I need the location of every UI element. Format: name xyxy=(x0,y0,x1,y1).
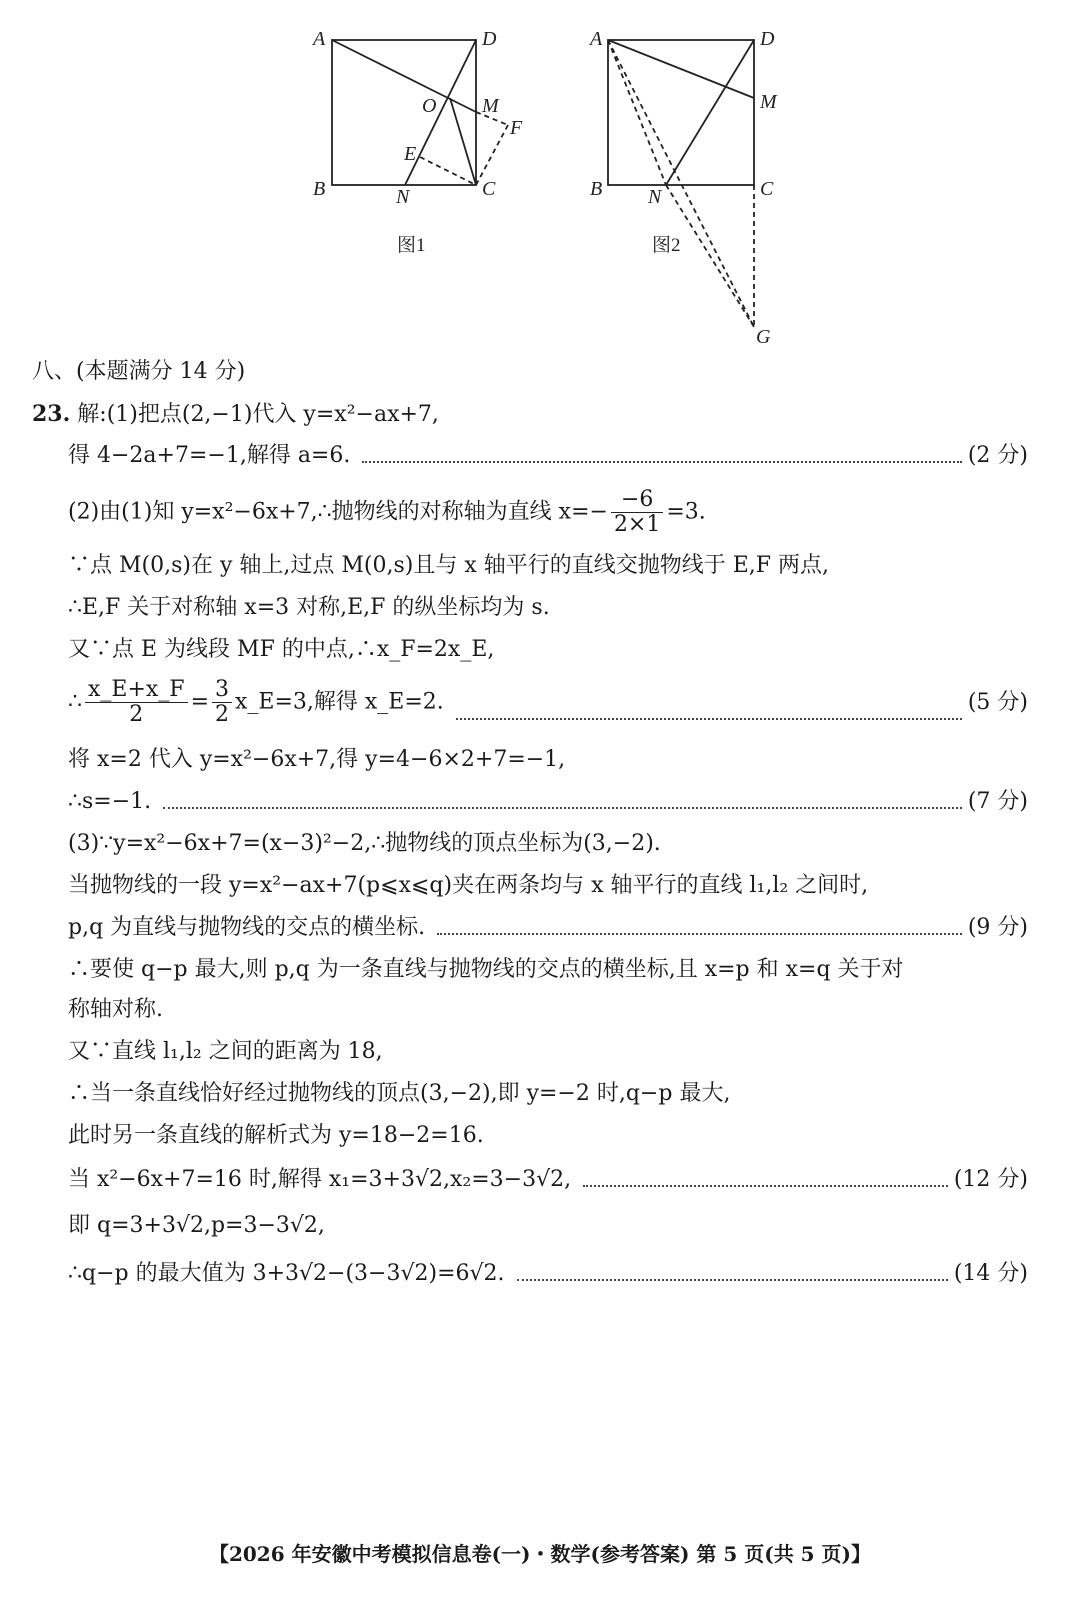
fraction-denominator: 2 xyxy=(129,702,144,727)
fraction-symmetry-axis xyxy=(611,488,663,537)
line-3-tail: =3. xyxy=(666,499,706,525)
leader-dots xyxy=(437,933,962,935)
line-7-prefix: ∴ xyxy=(68,689,82,715)
fig2-label-N: N xyxy=(648,186,662,208)
fig2-label-A: A xyxy=(590,28,603,50)
fraction-denominator: 2×1 xyxy=(613,512,661,537)
solution-line-7 xyxy=(68,678,1028,727)
fraction-numerator: −6 xyxy=(611,488,663,513)
fraction-numerator: x_E+x_F xyxy=(85,678,188,703)
fig2-line-AM xyxy=(608,40,754,98)
fig2-label-M: M xyxy=(760,91,777,113)
line-7-tail: x_E=3,解得 x_E=2. xyxy=(235,689,444,715)
figure-2 xyxy=(608,40,754,327)
fig2-line-NG xyxy=(666,185,754,327)
solution-line-14: 称轴对称. xyxy=(68,997,163,1022)
fig1-label-B: B xyxy=(313,178,326,200)
score-2: (2 分) xyxy=(967,443,1028,468)
line-2-text: 得 4−2a+7=−1,解得 a=6. xyxy=(68,443,351,468)
leader-dots xyxy=(583,1185,948,1187)
solution-line-20 xyxy=(68,1260,1028,1288)
solution-line-17: 此时另一条直线的解析式为 y=18−2=16. xyxy=(68,1123,484,1148)
fig1-label-M: M xyxy=(482,95,499,117)
line-3-text: (2)由(1)知 y=x²−6x+7,∴抛物线的对称轴为直线 x=− xyxy=(68,499,608,525)
fig1-label-E: E xyxy=(404,143,417,165)
fig2-label-B: B xyxy=(590,178,603,200)
fig2-line-AN-dashed xyxy=(608,40,666,185)
fig2-caption: 图2 xyxy=(652,235,681,256)
fig1-caption: 图1 xyxy=(397,235,426,256)
solution-line-4: ∵点 M(0,s)在 y 轴上,过点 M(0,s)且与 x 轴平行的直线交抛物线于 E,F 两点, xyxy=(68,553,830,578)
fraction-three-halves xyxy=(212,678,232,727)
score-7: (7 分) xyxy=(967,789,1028,814)
solution-line-2 xyxy=(68,442,1028,470)
solution-line-12 xyxy=(68,914,1028,942)
fig2-label-G: G xyxy=(756,326,771,348)
fig2-line-AG xyxy=(608,40,754,327)
score-14: (14 分) xyxy=(953,1261,1028,1286)
solution-line-10: (3)∵y=x²−6x+7=(x−3)²−2,∴抛物线的顶点坐标为(3,−2). xyxy=(68,831,661,856)
section-heading: 八、(本题满分 14 分) xyxy=(32,359,246,384)
score-5: (5 分) xyxy=(967,690,1028,715)
leader-dots xyxy=(517,1279,948,1281)
solution-line-16: ∴当一条直线恰好经过抛物线的顶点(3,−2),即 y=−2 时,q−p 最大, xyxy=(68,1081,731,1106)
leader-dots xyxy=(163,807,962,809)
fig2-label-D: D xyxy=(760,28,775,50)
solution-line-1 xyxy=(32,400,1028,429)
leader-dots xyxy=(456,718,962,720)
solution-line-19: 即 q=3+3√2,p=3−3√2, xyxy=(68,1213,325,1238)
page-footer: 【2026 年安徽中考模拟信息卷(一)・数学(参考答案) 第 5 页(共 5 页)】 xyxy=(208,1542,872,1566)
fig1-line-EC xyxy=(420,157,476,185)
solution-line-15: 又∵直线 l₁,l₂ 之间的距离为 18, xyxy=(68,1039,383,1064)
fraction-midpoint xyxy=(85,678,188,727)
solution-line-9 xyxy=(68,788,1028,816)
fig2-line-DN xyxy=(666,40,754,185)
solution-line-3 xyxy=(68,488,1028,537)
solution-line-5: ∴E,F 关于对称轴 x=3 对称,E,F 的纵坐标均为 s. xyxy=(68,595,550,620)
fig1-label-F: F xyxy=(510,117,523,139)
solution-line-11: 当抛物线的一段 y=x²−ax+7(p⩽x⩽q)夹在两条均与 x 轴平行的直线 l₁,l₂ 之间时, xyxy=(68,873,869,898)
equals-sign: = xyxy=(190,689,210,715)
line-12-text: p,q 为直线与抛物线的交点的横坐标. xyxy=(68,915,426,940)
line-7-text xyxy=(68,678,444,727)
figures-area xyxy=(0,0,1080,360)
fig1-label-N: N xyxy=(396,186,410,208)
score-9: (9 分) xyxy=(967,915,1028,940)
solution-line-6: 又∵点 E 为线段 MF 的中点,∴x_F=2x_E, xyxy=(68,637,495,662)
fig1-label-A: A xyxy=(313,28,326,50)
solution-line-18 xyxy=(68,1166,1028,1194)
fig1-line-AM xyxy=(332,40,476,112)
line-20-text: ∴q−p 的最大值为 3+3√2−(3−3√2)=6√2. xyxy=(68,1261,505,1286)
leader-dots xyxy=(362,461,961,463)
line-1-text: 解:(1)把点(2,−1)代入 y=x²−ax+7, xyxy=(77,402,439,427)
fig1-label-O: O xyxy=(422,95,437,117)
fraction-denominator: 2 xyxy=(215,702,230,727)
geometry-figures xyxy=(0,0,1080,360)
score-12: (12 分) xyxy=(953,1167,1028,1192)
solution-line-8: 将 x=2 代入 y=x²−6x+7,得 y=4−6×2+7=−1, xyxy=(68,747,566,772)
fig2-label-C: C xyxy=(760,178,774,200)
fig2-square xyxy=(608,40,754,185)
fig1-label-D: D xyxy=(482,28,497,50)
fig1-label-C: C xyxy=(482,178,496,200)
fraction-numerator: 3 xyxy=(212,678,232,703)
line-9-text: ∴s=−1. xyxy=(68,789,152,814)
solution-line-13: ∴要使 q−p 最大,则 p,q 为一条直线与抛物线的交点的横坐标,且 x=p 和 x=q 关于对 xyxy=(68,957,904,982)
line-18-text: 当 x²−6x+7=16 时,解得 x₁=3+3√2,x₂=3−3√2, xyxy=(68,1167,572,1192)
fig1-line-CF xyxy=(476,125,508,185)
problem-number: 23. xyxy=(32,401,71,427)
